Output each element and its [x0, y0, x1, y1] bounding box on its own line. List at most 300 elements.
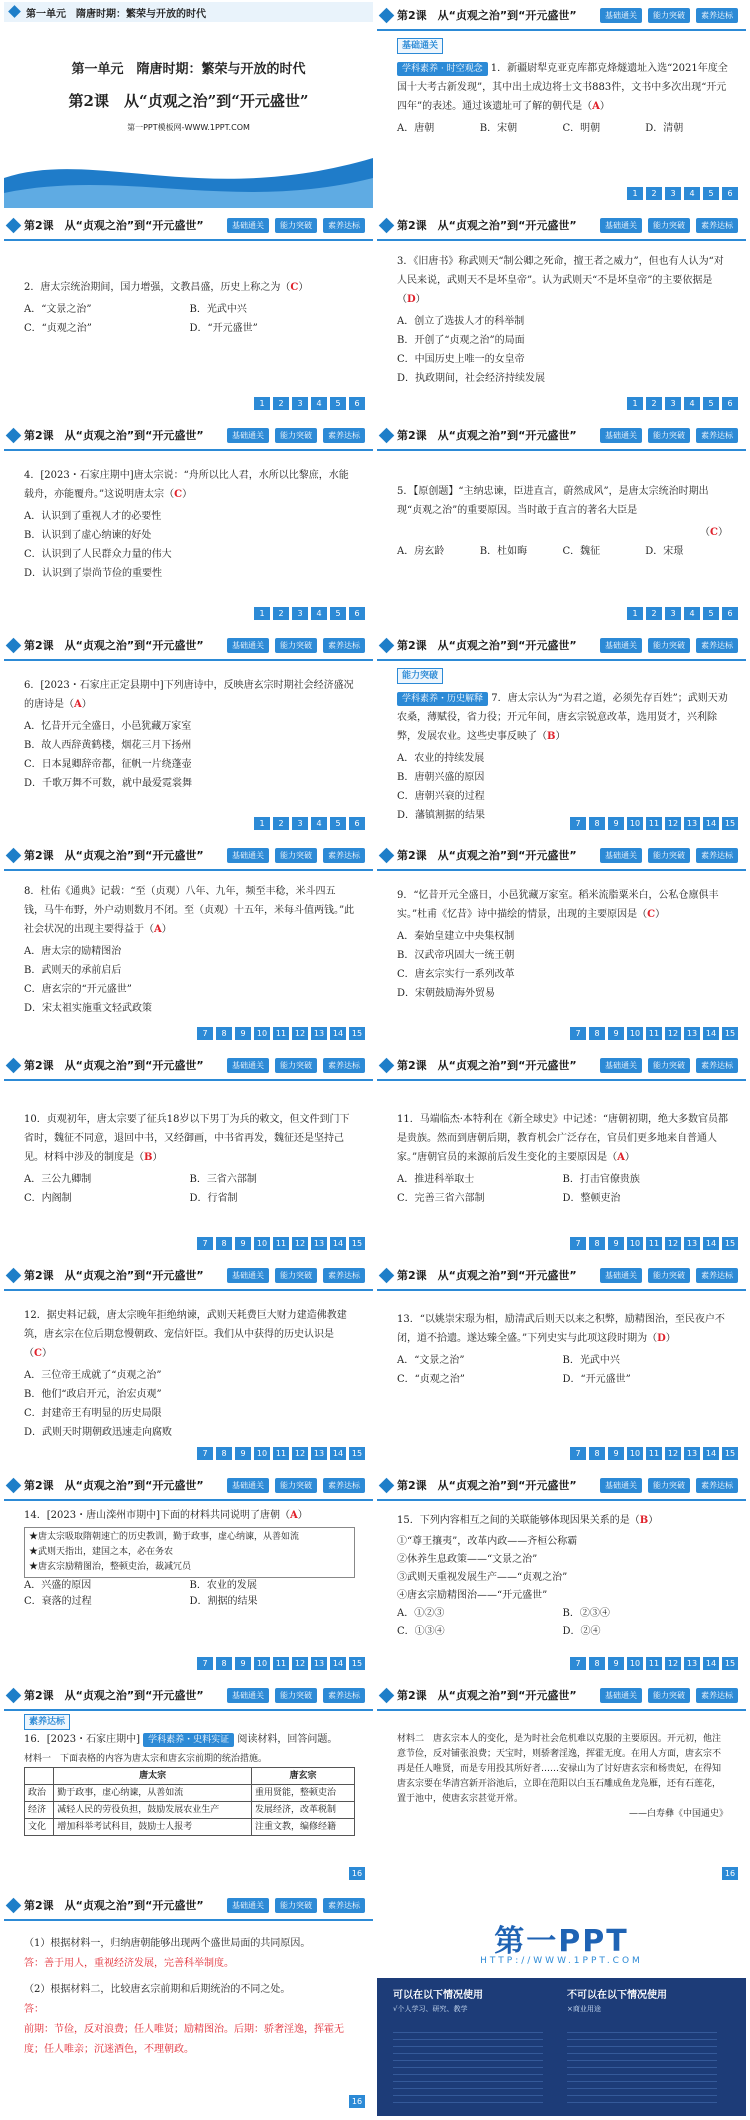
question-end: ） — [297, 1510, 308, 1521]
option-d: D．行省制 — [189, 1193, 238, 1204]
btn-ability[interactable]: 能力突破 — [275, 638, 317, 653]
answer-1: 答：善于用人，重视经济发展，完善科举制度。 — [24, 1958, 234, 1969]
page-btn[interactable]: 12 — [292, 1237, 308, 1250]
row-key: 文化 — [25, 1819, 54, 1836]
slide-header — [4, 212, 373, 240]
option-b: B．开创了“贞观之治”的局面 — [397, 335, 525, 346]
page-btn[interactable]: 4 — [684, 607, 700, 620]
page-btn[interactable]: 5 — [703, 607, 719, 620]
page-btn[interactable]: 6 — [722, 607, 738, 620]
material-box — [24, 1527, 355, 1578]
diamond-icon — [6, 1898, 22, 1914]
pager — [570, 1447, 738, 1460]
btn-ability[interactable]: 能力突破 — [648, 218, 690, 233]
page-btn[interactable]: 15 — [722, 1027, 738, 1040]
page-btn[interactable]: 13 — [684, 817, 700, 830]
page-btn[interactable]: 2 — [273, 397, 289, 410]
header-title: 第2课 从“贞观之治”到“开元盛世” — [24, 1689, 204, 1702]
page-btn[interactable]: 9 — [608, 1027, 624, 1040]
page-btn[interactable]: 7 — [197, 1237, 213, 1250]
page-btn[interactable]: 1 — [627, 397, 643, 410]
page-btn[interactable]: 1 — [627, 607, 643, 620]
header-line — [377, 29, 746, 31]
page-btn[interactable]: 15 — [349, 1447, 365, 1460]
page-btn[interactable]: 13 — [311, 1657, 327, 1670]
page-btn[interactable]: 7 — [570, 817, 586, 830]
page-btn[interactable]: 7 — [197, 1447, 213, 1460]
page-btn[interactable]: 5 — [330, 607, 346, 620]
header-line — [377, 1289, 746, 1291]
slide-6[interactable] — [377, 422, 746, 628]
page-btn[interactable]: 2 — [646, 397, 662, 410]
page-btn[interactable]: 4 — [684, 397, 700, 410]
page-btn[interactable]: 9 — [608, 1447, 624, 1460]
btn-literacy[interactable]: 素养达标 — [696, 428, 738, 443]
page-btn[interactable]: 4 — [684, 187, 700, 200]
page-btn[interactable]: 9 — [608, 1237, 624, 1250]
page-btn[interactable]: 3 — [292, 817, 308, 830]
cover-wave — [4, 138, 373, 208]
cover-top-bar — [4, 2, 373, 22]
page-btn[interactable]: 9 — [608, 817, 624, 830]
btn-basic[interactable]: 基础通关 — [600, 638, 642, 653]
question-text: 15．下列内容相互之间的关联能够体现因果关系的是（ — [397, 1515, 640, 1526]
page-btn[interactable]: 8 — [589, 1027, 605, 1040]
btn-ability[interactable]: 能力突破 — [275, 1058, 317, 1073]
btn-literacy[interactable]: 素养达标 — [323, 428, 365, 443]
btn-basic[interactable]: 基础通关 — [227, 218, 269, 233]
page-btn[interactable]: 15 — [349, 1237, 365, 1250]
slide-19[interactable] — [4, 1892, 373, 2116]
page-btn[interactable]: 15 — [722, 1657, 738, 1670]
page-btn[interactable]: 12 — [292, 1447, 308, 1460]
btn-ability[interactable]: 能力突破 — [275, 218, 317, 233]
btn-ability[interactable]: 能力突破 — [648, 428, 690, 443]
answer: C — [710, 527, 718, 538]
page-btn[interactable]: 7 — [570, 1027, 586, 1040]
btn-literacy[interactable]: 素养达标 — [323, 1898, 365, 1913]
page-btn[interactable]: 9 — [235, 1657, 251, 1670]
diamond-icon — [6, 638, 22, 654]
question-text: 9．“忆昔开元全盛日，小邑犹藏万家室。稻米流脂粟米白，公私仓廪俱丰实。”杜甫《忆昔》诗中描绘的情景，出现的主要原因是（ — [397, 890, 719, 920]
page-btn[interactable]: 12 — [665, 1027, 681, 1040]
question-text: 14．[2023・唐山滦州市期中]下面的材料共同说明了唐朝（ — [24, 1510, 290, 1521]
btn-basic[interactable]: 基础通关 — [600, 1268, 642, 1283]
page-btn[interactable]: 6 — [349, 607, 365, 620]
slide-7[interactable] — [4, 632, 373, 838]
btn-ability[interactable]: 能力突破 — [648, 1478, 690, 1493]
question-end: ） — [182, 489, 193, 500]
slide-header — [377, 1052, 746, 1080]
question-end: ） — [624, 1152, 635, 1163]
option-d: D．清朝 — [645, 123, 684, 134]
option-d: D．整顿吏治 — [562, 1193, 621, 1204]
slide-header — [377, 842, 746, 870]
slide-13[interactable] — [4, 1262, 373, 1468]
page-btn[interactable]: 3 — [292, 607, 308, 620]
page-btn[interactable]: 16 — [722, 1867, 738, 1880]
pager — [254, 817, 365, 830]
option-d: D．执政期间，社会经济持续发展 — [397, 373, 546, 384]
btn-ability[interactable]: 能力突破 — [648, 8, 690, 23]
page-btn[interactable]: 8 — [216, 1447, 232, 1460]
pager — [627, 607, 738, 620]
btn-basic[interactable]: 基础通关 — [600, 8, 642, 23]
btn-literacy[interactable]: 素养达标 — [696, 1478, 738, 1493]
btn-literacy[interactable]: 素养达标 — [323, 638, 365, 653]
page-btn[interactable]: 7 — [197, 1657, 213, 1670]
page-btn[interactable]: 14 — [703, 817, 719, 830]
header-line — [377, 1079, 746, 1081]
slide-10[interactable] — [377, 842, 746, 1048]
option-d: D．“开元盛世” — [189, 323, 258, 334]
btn-ability[interactable]: 能力突破 — [275, 428, 317, 443]
slide-16[interactable] — [377, 1472, 746, 1678]
page-btn[interactable]: 14 — [703, 1237, 719, 1250]
btn-basic[interactable]: 基础通关 — [227, 1058, 269, 1073]
question-text: 10．贞观初年，唐太宗要了征兵18岁以下男丁为兵的敕文，但文件到门下省时，魏征不同意，退回中书，又经御画，中书省再发，魏征还是坚持己见。材料中涉及的制度是（ — [24, 1114, 350, 1163]
ad-panel — [377, 1978, 746, 2116]
btn-ability[interactable]: 能力突破 — [275, 1688, 317, 1703]
answer: C — [647, 909, 656, 920]
page-btn[interactable]: 12 — [665, 817, 681, 830]
btn-literacy[interactable]: 素养达标 — [323, 1058, 365, 1073]
btn-literacy[interactable]: 素养达标 — [696, 848, 738, 863]
table-row — [25, 1802, 355, 1819]
slide-header — [377, 1262, 746, 1290]
option-b: B．唐朝兴盛的原因 — [397, 772, 485, 783]
page-btn[interactable]: 8 — [589, 817, 605, 830]
btn-literacy[interactable]: 素养达标 — [696, 638, 738, 653]
page-btn[interactable]: 10 — [627, 1447, 643, 1460]
header-title: 第2课 从“贞观之治”到“开元盛世” — [24, 1059, 204, 1072]
page-btn[interactable]: 14 — [330, 1237, 346, 1250]
btn-ability[interactable]: 能力突破 — [648, 848, 690, 863]
row-cell: 注重文教，编修经籍 — [252, 1819, 355, 1836]
option-a: A．房玄龄 — [397, 546, 445, 557]
page-btn[interactable]: 13 — [311, 1237, 327, 1250]
page-btn[interactable]: 10 — [254, 1027, 270, 1040]
question-open: （ — [700, 527, 711, 538]
pager — [197, 1447, 365, 1460]
page-btn[interactable]: 5 — [330, 817, 346, 830]
page-btn[interactable]: 10 — [254, 1237, 270, 1250]
btn-basic[interactable]: 基础通关 — [600, 1688, 642, 1703]
slide-11[interactable] — [4, 1052, 373, 1258]
option-b: B．他们“政启开元，治宏贞观” — [24, 1389, 162, 1400]
page-btn[interactable]: 13 — [311, 1027, 327, 1040]
option-a: A．忆昔开元全盛日，小邑犹藏万家室 — [24, 721, 192, 732]
page-btn[interactable]: 4 — [311, 607, 327, 620]
btn-literacy[interactable]: 素养达标 — [696, 218, 738, 233]
page-btn[interactable]: 15 — [349, 1657, 365, 1670]
btn-basic[interactable]: 基础通关 — [227, 1898, 269, 1913]
question-text: 8．杜佑《通典》记载：“至（贞观）八年、九年，频至丰稔，米斗四五钱，马牛布野，外户动则数月不闭。至（贞观）十五年，米每斗值两钱。”此社会状况的出现主要得益于（ — [24, 886, 355, 935]
page-btn[interactable]: 6 — [349, 397, 365, 410]
page-btn[interactable]: 7 — [197, 1027, 213, 1040]
table-row — [25, 1819, 355, 1836]
slide-ad[interactable] — [377, 1892, 746, 2116]
diamond-icon — [379, 8, 395, 24]
btn-literacy[interactable]: 素养达标 — [323, 1478, 365, 1493]
page-btn[interactable]: 12 — [292, 1027, 308, 1040]
btn-basic[interactable]: 基础通关 — [227, 638, 269, 653]
option-a: A．创立了选拔人才的科举制 — [397, 316, 525, 327]
page-btn[interactable]: 11 — [273, 1447, 289, 1460]
row-cell: 增加科举考试科目，鼓励士人报考 — [54, 1819, 252, 1836]
answer: D — [657, 1333, 666, 1344]
page-btn[interactable]: 15 — [722, 1447, 738, 1460]
page-btn[interactable]: 1 — [254, 607, 270, 620]
slide-header — [4, 1052, 373, 1080]
page-btn[interactable]: 9 — [235, 1447, 251, 1460]
question-text: 6．[2023・石家庄正定县期中]下列唐诗中，反映唐玄宗时期社会经济盛况的唐诗是（ — [24, 680, 354, 710]
sub-question-1: （1）根据材料一，归纳唐朝能够出现两个盛世局面的共同原因。 — [24, 1938, 311, 1949]
page-btn[interactable]: 12 — [292, 1657, 308, 1670]
slide-9[interactable] — [4, 842, 373, 1048]
slide-2[interactable] — [377, 2, 746, 208]
item-1: ①“尊王攘夷”，改革内政——齐桓公称霸 — [397, 1536, 578, 1547]
page-btn[interactable]: 8 — [589, 1237, 605, 1250]
question-end: ） — [555, 731, 566, 742]
btn-literacy[interactable]: 素养达标 — [696, 1268, 738, 1283]
question-end: ） — [718, 527, 728, 538]
slide-cover[interactable] — [4, 2, 373, 208]
option-a: A．推进科举取士 — [397, 1174, 475, 1185]
page-btn[interactable]: 7 — [570, 1447, 586, 1460]
option-c: C．唐玄宗实行一系列改革 — [397, 969, 515, 980]
page-btn[interactable]: 14 — [703, 1657, 719, 1670]
page-btn[interactable]: 3 — [665, 607, 681, 620]
btn-literacy[interactable]: 素养达标 — [696, 8, 738, 23]
btn-ability[interactable]: 能力突破 — [275, 1268, 317, 1283]
slide-5[interactable] — [4, 422, 373, 628]
cover-site: 第一PPT模板网-WWW.1PPT.COM — [127, 123, 250, 132]
pager — [570, 1657, 738, 1670]
page-btn[interactable]: 6 — [722, 397, 738, 410]
btn-literacy[interactable]: 素养达标 — [323, 1268, 365, 1283]
page-btn[interactable]: 14 — [703, 1447, 719, 1460]
btn-ability[interactable]: 能力突破 — [275, 1478, 317, 1493]
page-btn[interactable]: 8 — [216, 1237, 232, 1250]
page-btn[interactable]: 8 — [216, 1027, 232, 1040]
btn-basic[interactable]: 基础通关 — [600, 1478, 642, 1493]
page-btn[interactable]: 8 — [589, 1447, 605, 1460]
page-btn[interactable]: 11 — [646, 1237, 662, 1250]
page-btn[interactable]: 10 — [627, 1237, 643, 1250]
btn-ability[interactable]: 能力突破 — [648, 1058, 690, 1073]
page-btn[interactable]: 1 — [254, 817, 270, 830]
page-btn[interactable]: 13 — [684, 1237, 700, 1250]
page-btn[interactable]: 1 — [627, 187, 643, 200]
page-btn[interactable]: 15 — [722, 1237, 738, 1250]
pager — [722, 1867, 738, 1880]
answer-2-label: 答： — [24, 2004, 44, 2015]
option-a: A．“文景之治” — [397, 1355, 465, 1366]
option-b: B．故人西辞黄鹤楼，烟花三月下扬州 — [24, 740, 192, 751]
page-btn[interactable]: 2 — [273, 607, 289, 620]
row-cell: 勤于政事，虚心纳谏，从善如流 — [54, 1785, 252, 1802]
page-btn[interactable]: 15 — [722, 817, 738, 830]
header-title: 第2课 从“贞观之治”到“开元盛世” — [397, 849, 577, 862]
page-btn[interactable]: 15 — [349, 1027, 365, 1040]
row-cell: 发展经济，改革税制 — [252, 1802, 355, 1819]
page-btn[interactable]: 9 — [235, 1027, 251, 1040]
page-btn[interactable]: 13 — [684, 1657, 700, 1670]
header-title: 第2课 从“贞观之治”到“开元盛世” — [397, 1479, 577, 1492]
btn-ability[interactable]: 能力突破 — [648, 638, 690, 653]
page-btn[interactable]: 3 — [292, 397, 308, 410]
page-btn[interactable]: 16 — [349, 2095, 365, 2108]
btn-basic[interactable]: 基础通关 — [227, 1478, 269, 1493]
slide-14[interactable] — [377, 1262, 746, 1468]
diamond-icon — [6, 1268, 22, 1284]
header-title: 第2课 从“贞观之治”到“开元盛世” — [397, 429, 577, 442]
btn-ability[interactable]: 能力突破 — [275, 848, 317, 863]
slide-header — [377, 1682, 746, 1710]
slide-4[interactable] — [377, 212, 746, 418]
option-c: C．“贞观之治” — [397, 1374, 465, 1385]
page-btn[interactable]: 13 — [684, 1027, 700, 1040]
option-d: D．宋璟 — [645, 546, 684, 557]
page-btn[interactable]: 13 — [684, 1447, 700, 1460]
slide-3[interactable] — [4, 212, 373, 418]
question-end: ） — [665, 1333, 676, 1344]
header-line — [377, 239, 746, 241]
page-btn[interactable]: 6 — [349, 817, 365, 830]
page-btn[interactable]: 12 — [665, 1657, 681, 1670]
btn-basic[interactable]: 基础通关 — [600, 1058, 642, 1073]
page-btn[interactable]: 11 — [646, 1027, 662, 1040]
slide-15[interactable] — [4, 1472, 373, 1678]
page-btn[interactable]: 11 — [646, 1447, 662, 1460]
page-btn[interactable]: 11 — [273, 1027, 289, 1040]
ad-left-title: 可以在以下情况使用 — [393, 1990, 483, 2001]
page-btn[interactable]: 2 — [273, 817, 289, 830]
option-d: D．宋朝鼓励海外贸易 — [397, 988, 496, 999]
btn-literacy[interactable]: 素养达标 — [696, 1058, 738, 1073]
page-btn[interactable]: 10 — [627, 1027, 643, 1040]
option-d: D．千歌万舞不可数，就中最爱霓裳舞 — [24, 778, 193, 789]
page-btn[interactable]: 16 — [349, 1867, 365, 1880]
btn-basic[interactable]: 基础通关 — [227, 428, 269, 443]
page-btn[interactable]: 3 — [665, 397, 681, 410]
header-line — [4, 239, 373, 241]
slide-header — [4, 1472, 373, 1500]
page-btn[interactable]: 10 — [254, 1657, 270, 1670]
page-btn[interactable]: 14 — [330, 1447, 346, 1460]
btn-ability[interactable]: 能力突破 — [648, 1688, 690, 1703]
ad-right-title: 不可以在以下情况使用 — [567, 1990, 667, 2001]
item-3: ③武则天重视发展生产——“贞观之治” — [397, 1572, 568, 1583]
page-btn[interactable]: 9 — [608, 1657, 624, 1670]
option-a: A．三位帝王成就了“贞观之治” — [24, 1370, 162, 1381]
page-btn[interactable]: 5 — [330, 397, 346, 410]
btn-literacy[interactable]: 素养达标 — [323, 218, 365, 233]
cover-diamond-icon — [8, 5, 21, 18]
slide-12[interactable] — [377, 1052, 746, 1258]
page-btn[interactable]: 7 — [570, 1237, 586, 1250]
header-line — [4, 1919, 373, 1921]
page-btn[interactable]: 12 — [665, 1447, 681, 1460]
material-1-intro: 材料一 下面表格的内容为唐太宗和唐玄宗前期的统治措施。 — [24, 1754, 268, 1764]
ad-link-block-right — [567, 2026, 717, 2106]
option-c: C．①③④ — [397, 1626, 445, 1637]
slide-17[interactable] — [4, 1682, 373, 1888]
row-key: 经济 — [25, 1802, 54, 1819]
page-btn[interactable]: 11 — [273, 1657, 289, 1670]
row-cell: 减轻人民的劳役负担，鼓励发展农业生产 — [54, 1802, 252, 1819]
page-btn[interactable]: 3 — [665, 187, 681, 200]
literacy-tag: 学科素养・历史解释 — [397, 692, 488, 706]
answer: B — [639, 1515, 649, 1526]
question-text: 16．[2023・石家庄期中] — [24, 1734, 140, 1745]
pager — [254, 397, 365, 410]
page-btn[interactable]: 2 — [646, 607, 662, 620]
btn-basic[interactable]: 基础通关 — [600, 218, 642, 233]
page-btn[interactable]: 14 — [703, 1027, 719, 1040]
btn-literacy[interactable]: 素养达标 — [696, 1688, 738, 1703]
header-title: 第2课 从“贞观之治”到“开元盛世” — [397, 639, 577, 652]
btn-ability[interactable]: 能力突破 — [275, 1898, 317, 1913]
btn-literacy[interactable]: 素养达标 — [323, 1688, 365, 1703]
page-btn[interactable]: 10 — [254, 1447, 270, 1460]
question-end: 阅读材料，回答问题。 — [237, 1734, 338, 1745]
diamond-icon — [379, 1268, 395, 1284]
slide-header — [377, 422, 746, 450]
page-btn[interactable]: 8 — [589, 1657, 605, 1670]
ad-logo: 第一PPT — [494, 1924, 629, 1959]
page-btn[interactable]: 10 — [627, 1657, 643, 1670]
page-btn[interactable]: 11 — [273, 1237, 289, 1250]
page-btn[interactable]: 1 — [254, 397, 270, 410]
page-btn[interactable]: 14 — [330, 1027, 346, 1040]
page-btn[interactable]: 7 — [570, 1657, 586, 1670]
page-btn[interactable]: 5 — [703, 397, 719, 410]
page-btn[interactable]: 10 — [627, 817, 643, 830]
page-btn[interactable]: 11 — [646, 1657, 662, 1670]
option-b: B．打击官僚贵族 — [562, 1174, 640, 1185]
page-btn[interactable]: 2 — [646, 187, 662, 200]
page-btn[interactable]: 14 — [330, 1657, 346, 1670]
btn-basic[interactable]: 基础通关 — [227, 1268, 269, 1283]
page-btn[interactable]: 12 — [665, 1237, 681, 1250]
btn-ability[interactable]: 能力突破 — [648, 1268, 690, 1283]
btn-basic[interactable]: 基础通关 — [227, 848, 269, 863]
page-btn[interactable]: 13 — [311, 1447, 327, 1460]
page-btn[interactable]: 9 — [235, 1237, 251, 1250]
btn-basic[interactable]: 基础通关 — [600, 848, 642, 863]
header-title: 第2课 从“贞观之治”到“开元盛世” — [24, 849, 204, 862]
page-btn[interactable]: 6 — [722, 187, 738, 200]
answer: A — [592, 101, 600, 112]
option-c: C．中国历史上唯一的女皇帝 — [397, 354, 525, 365]
slide-18[interactable] — [377, 1682, 746, 1888]
page-btn[interactable]: 8 — [216, 1657, 232, 1670]
page-btn[interactable]: 4 — [311, 817, 327, 830]
page-btn[interactable]: 11 — [646, 817, 662, 830]
page-btn[interactable]: 5 — [703, 187, 719, 200]
btn-basic[interactable]: 基础通关 — [600, 428, 642, 443]
slide-8[interactable] — [377, 632, 746, 838]
btn-basic[interactable]: 基础通关 — [227, 1688, 269, 1703]
btn-literacy[interactable]: 素养达标 — [323, 848, 365, 863]
answer-2: 前期：节俭，反对浪费；任人唯贤；励精图治。后期：骄奢淫逸，挥霍无度；任人唯亲；沉迷酒色，不理朝政。 — [24, 2024, 344, 2055]
page-btn[interactable]: 4 — [311, 397, 327, 410]
literacy-tag: 学科素养 · 时空观念 — [397, 62, 488, 76]
option-b: B．②③④ — [562, 1608, 610, 1619]
ad-left-sub: √个人学习、研究、教学 — [393, 2005, 468, 2013]
